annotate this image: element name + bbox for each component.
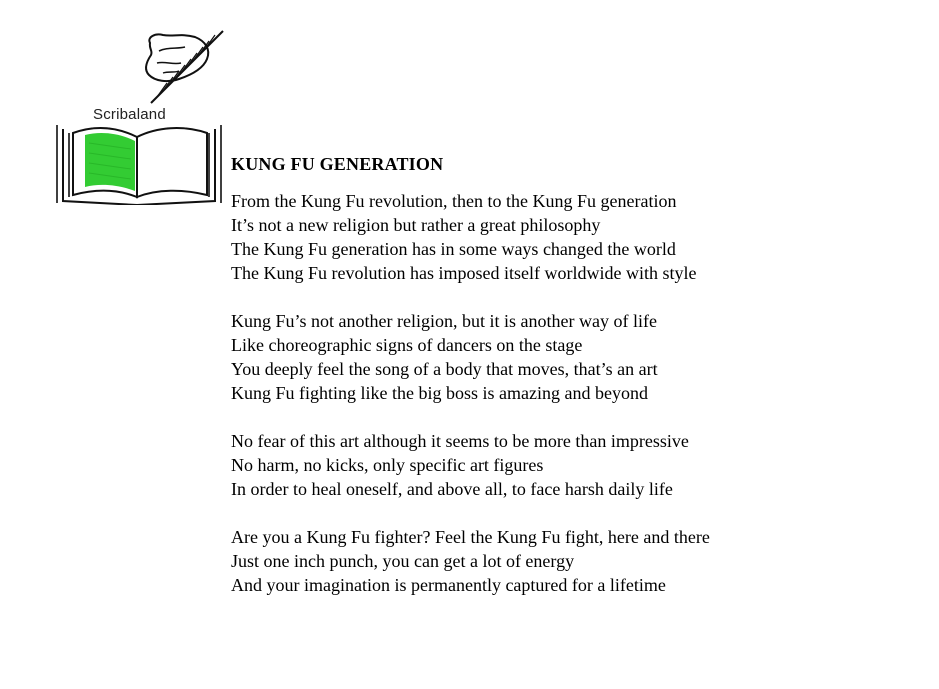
stanza-1	[231, 189, 921, 285]
stanza-2	[231, 309, 921, 405]
poem-line: Kung Fu fighting like the big boss is amazing and beyond	[231, 383, 648, 403]
poem-line: From the Kung Fu revolution, then to the Kung Fu generation	[231, 191, 677, 211]
poem-line: Are you a Kung Fu fighter? Feel the Kung Fu fight, here and there	[231, 527, 710, 547]
poem-line: No harm, no kicks, only specific art figures	[231, 455, 544, 475]
poem-line: It’s not a new religion but rather a great philosophy	[231, 215, 601, 235]
poem-line: Just one inch punch, you can get a lot of energy	[231, 551, 575, 571]
stanza-3	[231, 429, 921, 501]
poem-line: In order to heal oneself, and above all, to face harsh daily life	[231, 479, 673, 499]
poem-line: Like choreographic signs of dancers on the stage	[231, 335, 583, 355]
poem-line: No fear of this art although it seems to be more than impressive	[231, 431, 689, 451]
poem-line: The Kung Fu revolution has imposed itself worldwide with style	[231, 263, 697, 283]
poem-title: KUNG FU GENERATION	[231, 154, 444, 174]
logo-text: Scribaland	[93, 106, 166, 123]
poem-line: Kung Fu’s not another religion, but it is another way of life	[231, 311, 657, 331]
poem-line: The Kung Fu generation has in some ways changed the world	[231, 239, 676, 259]
poem-line: And your imagination is permanently captured for a lifetime	[231, 575, 666, 595]
stanza-4	[231, 525, 921, 597]
poem-line: You deeply feel the song of a body that moves, that’s an art	[231, 359, 658, 379]
poem	[231, 152, 921, 621]
scribaland-logo	[55, 25, 225, 205]
